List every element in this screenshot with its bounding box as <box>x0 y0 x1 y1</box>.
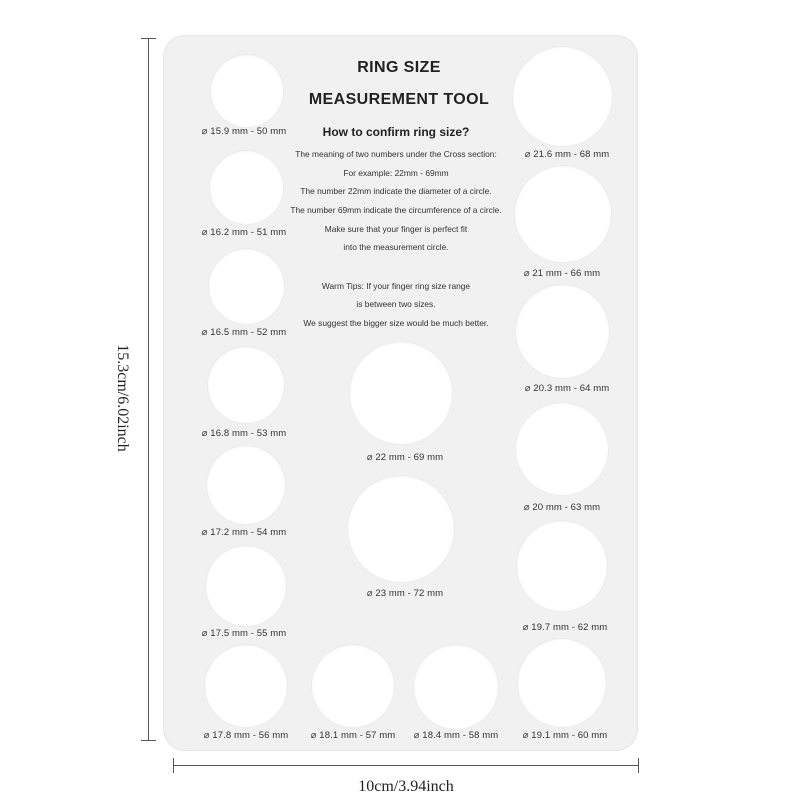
ring-size-label: ⌀ 17.2 mm - 54 mm <box>201 527 287 538</box>
ring-size-label: ⌀ 23 mm - 72 mm <box>366 588 444 599</box>
ring-size-label: ⌀ 18.4 mm - 58 mm <box>413 730 499 741</box>
ring-size-label: ⌀ 21.6 mm - 68 mm <box>524 149 610 160</box>
width-dimension-tick-left <box>173 758 174 773</box>
ring-size-circle <box>211 55 283 127</box>
ring-size-circle <box>205 645 287 727</box>
ring-size-label: ⌀ 19.7 mm - 62 mm <box>522 622 608 633</box>
width-dimension-line <box>173 765 638 766</box>
ring-size-label: ⌀ 20.3 mm - 64 mm <box>524 383 610 394</box>
info-line: The number 69mm indicate the circumference of a circle. <box>290 205 502 215</box>
ring-size-label: ⌀ 20 mm - 63 mm <box>523 502 601 513</box>
ring-size-circle <box>209 249 284 324</box>
ring-size-circle <box>516 403 608 495</box>
ring-size-circle <box>414 645 498 729</box>
ring-size-circle <box>518 639 606 727</box>
tips-line: We suggest the bigger size would be much better. <box>303 318 489 328</box>
info-line: into the measurement circle. <box>343 242 449 252</box>
tips-line: Warm Tips: If your finger ring size range <box>321 281 471 291</box>
height-dimension-label: 15.3cm/6.02inch <box>114 344 131 452</box>
width-dimension-tick-right <box>638 758 639 773</box>
height-dimension-line <box>148 38 149 740</box>
tips-line: is between two sizes. <box>356 299 436 309</box>
info-line: For example: 22mm - 69mm <box>343 168 449 178</box>
width-dimension-label: 10cm/3.94inch <box>358 778 454 795</box>
ring-size-label: ⌀ 16.5 mm - 52 mm <box>201 327 287 338</box>
ring-size-circle <box>208 347 284 423</box>
title-line-1: RING SIZE <box>357 59 441 76</box>
info-line: Make sure that your finger is perfect fit <box>324 224 468 234</box>
ring-size-circle <box>210 151 283 224</box>
ring-size-circle <box>312 645 394 727</box>
ring-size-label: ⌀ 16.2 mm - 51 mm <box>201 227 287 238</box>
ring-size-circle <box>515 166 611 262</box>
ring-size-label: ⌀ 15.9 mm - 50 mm <box>201 126 287 137</box>
ring-size-label: ⌀ 16.8 mm - 53 mm <box>201 428 287 439</box>
ring-size-circle <box>516 285 609 378</box>
ring-size-circle <box>517 521 607 611</box>
height-dimension-tick-bottom <box>141 740 156 741</box>
ring-size-circle <box>350 342 452 444</box>
ring-size-label: ⌀ 19.1 mm - 60 mm <box>522 730 608 741</box>
ring-size-circle <box>207 446 285 524</box>
ring-size-circle <box>348 476 454 582</box>
ring-size-label: ⌀ 21 mm - 66 mm <box>523 268 601 279</box>
ring-size-label: ⌀ 17.5 mm - 55 mm <box>201 628 287 639</box>
title-line-2: MEASUREMENT TOOL <box>308 91 490 108</box>
ring-size-label: ⌀ 22 mm - 69 mm <box>366 452 444 463</box>
ring-size-circle <box>206 546 286 626</box>
info-line: The number 22mm indicate the diameter of a circle. <box>300 186 492 196</box>
info-line: The meaning of two numbers under the Cross section: <box>295 149 497 159</box>
ring-size-label: ⌀ 17.8 mm - 56 mm <box>203 730 289 741</box>
subheading: How to confirm ring size? <box>322 125 470 139</box>
ring-size-label: ⌀ 18.1 mm - 57 mm <box>310 730 396 741</box>
height-dimension-tick-top <box>141 38 156 39</box>
ring-size-circle <box>513 47 612 146</box>
